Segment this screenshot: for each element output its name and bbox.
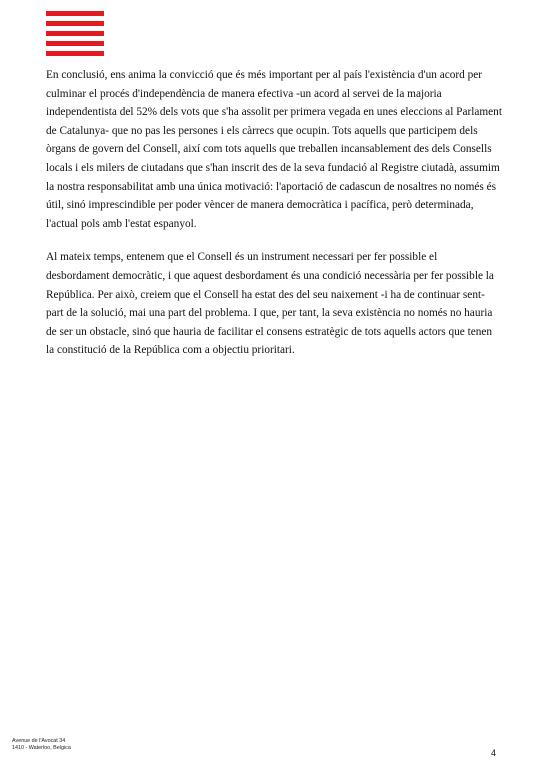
document-body	[46, 66, 502, 375]
page-number: 4	[491, 748, 497, 758]
senyera-stripes-icon	[46, 11, 104, 56]
address-line: 1410 - Waterloo, Belgica	[12, 745, 71, 751]
paragraph: Al mateix temps, entenem que el Consell és un instrument necessari per fer possible el desbordament democràtic, i que aquest desbordament és una condició necessària per fer possible la República. Per això, creiem que el Consell ha estat des del seu naixement -i ha de continuar sent- part de la solució, mai una part del problema. I que, per tant, la seva existència no només no hauria de ser un obstacle, sinó que hauria de facilitar el consens estratègic de tots aquells actors que tenen la constitució de la República com a objectiu prioritari.	[46, 251, 494, 357]
footer-address	[12, 738, 71, 752]
paragraph: En conclusió, ens anima la convicció que és més important per al país l'existència d'un acord per culminar el procés d'independència de manera efectiva -un acord al servei de la majoria independentista del 52% dels vots que s'ha assolit per primera vegada en unes eleccions al Parlament de Catalunya- que no pas les persones i els càrrecs que ocupin. Tots aquells que participem dels òrgans de govern del Consell, així com tots aquells que treballen incansablement des dels Consells locals i els milers de ciutadans que s'han inscrit des de la seva fundació al Registre ciutadà, assumim la nostra responsabilitat amb una única motivació: l'aportació de cadascun de nosaltres no només és útil, sinó imprescindible per poder vèncer de manera democràtica i pacífica, però determinada, l'actual pols amb l'estat espanyol.	[46, 69, 502, 230]
address-line: Avenue de l'Avocat 34	[12, 738, 66, 744]
logo	[46, 11, 104, 56]
